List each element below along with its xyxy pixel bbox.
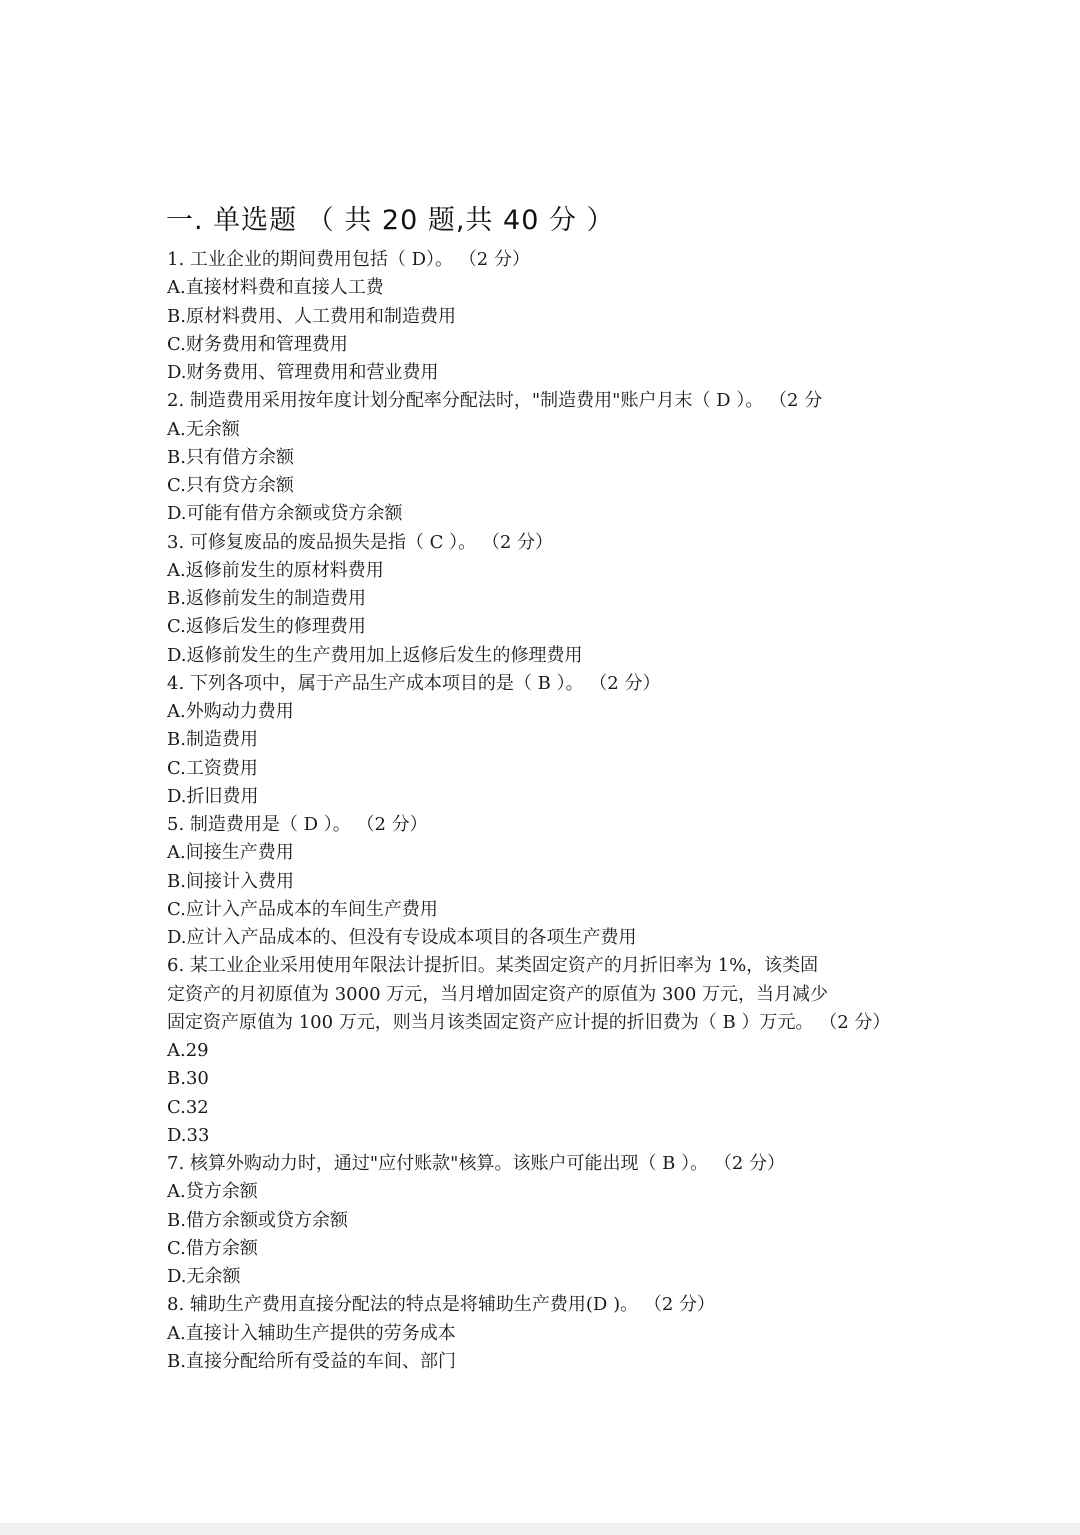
answer-option: C.返修后发生的修理费用 (167, 616, 366, 638)
answer-option: C.借方余额 (167, 1237, 258, 1259)
answer-option: D.无余额 (167, 1266, 241, 1287)
answer-option: B.借方余额或贷方余额 (167, 1209, 348, 1231)
answer-option: C.32 (167, 1096, 209, 1118)
question-stem: 3. 可修复废品的废品损失是指（ C ）。 （2 分） (167, 531, 554, 553)
answer-option: B.直接分配给所有受益的车间、部门 (167, 1350, 456, 1372)
answer-option: D.财务费用、管理费用和营业费用 (167, 362, 439, 383)
question-stem: 5. 制造费用是（ D ）。 （2 分） (167, 814, 428, 835)
answer-option: B.原材料费用、人工费用和制造费用 (167, 305, 456, 327)
question-8 (167, 1291, 1067, 1376)
answer-option: A.外购动力费用 (167, 701, 294, 722)
question-stem: 7. 核算外购动力时，通过"应付账款"核算。该账户可能出现（ B ）。 （2 分） (167, 1153, 786, 1174)
answer-option: A.贷方余额 (167, 1181, 258, 1203)
answer-option: D.33 (167, 1124, 210, 1146)
answer-option: A.直接计入辅助生产提供的劳务成本 (167, 1322, 456, 1344)
answer-option: D.应计入产品成本的、但没有专设成本项目的各项生产费用 (167, 927, 637, 948)
question-stem: 4. 下列各项中，属于产品生产成本项目的是（ B ）。 （2 分） (167, 672, 661, 694)
answer-option: B.返修前发生的制造费用 (167, 588, 366, 609)
answer-option: B.只有借方余额 (167, 446, 294, 468)
answer-option: B.30 (167, 1068, 209, 1090)
answer-option: C.财务费用和管理费用 (167, 333, 348, 355)
question-5 (167, 811, 1067, 952)
answer-option: A.间接生产费用 (167, 842, 294, 864)
question-stem: 6. 某工业企业采用使用年限法计提折旧。某类固定资产的月折旧率为 1%，该类固 (167, 955, 819, 977)
answer-option: A.29 (167, 1040, 209, 1061)
question-stem: 定资产的月初原值为 3000 万元，当月增加固定资产的原值为 300 万元，当月减少 (167, 983, 829, 1005)
question-stem: 8. 辅助生产费用直接分配法的特点是将辅助生产费用(D )。 （2 分） (167, 1294, 715, 1316)
question-6 (167, 952, 1067, 1150)
answer-option: B.间接计入费用 (167, 870, 294, 892)
answer-option: B.制造费用 (167, 729, 258, 751)
answer-option: A.返修前发生的原材料费用 (167, 559, 384, 581)
question-4 (167, 670, 1067, 811)
answer-option: A.无余额 (167, 418, 240, 440)
answer-option: D.可能有借方余额或贷方余额 (167, 503, 403, 525)
question-3 (167, 529, 1067, 670)
answer-option: C.应计入产品成本的车间生产费用 (167, 898, 438, 920)
answer-option: D.折旧费用 (167, 785, 259, 807)
answer-option: D.返修前发生的生产费用加上返修后发生的修理费用 (167, 644, 583, 666)
section-title: 一. 单选题 （ 共 20 题,共 40 分 ） (166, 205, 615, 236)
question-stem: 2. 制造费用采用按年度计划分配率分配法时，"制造费用"账户月末（ D ）。 （2 分 (167, 390, 823, 412)
question-2 (167, 387, 1067, 528)
answer-option: C.只有贷方余额 (167, 475, 294, 496)
page-bottom-edge (0, 1523, 1080, 1535)
answer-option: A.直接材料费和直接人工费 (167, 277, 384, 299)
question-stem: 固定资产原值为 100 万元，则当月该类固定资产应计提的折旧费为（ B ）万元。 （2 分） (167, 1011, 891, 1033)
question-7 (167, 1150, 1067, 1291)
answer-option: C.工资费用 (167, 757, 258, 779)
question-list (167, 246, 1067, 1376)
question-stem: 1. 工业企业的期间费用包括（ D）。 （2 分） (167, 249, 530, 270)
question-1 (167, 246, 1067, 387)
